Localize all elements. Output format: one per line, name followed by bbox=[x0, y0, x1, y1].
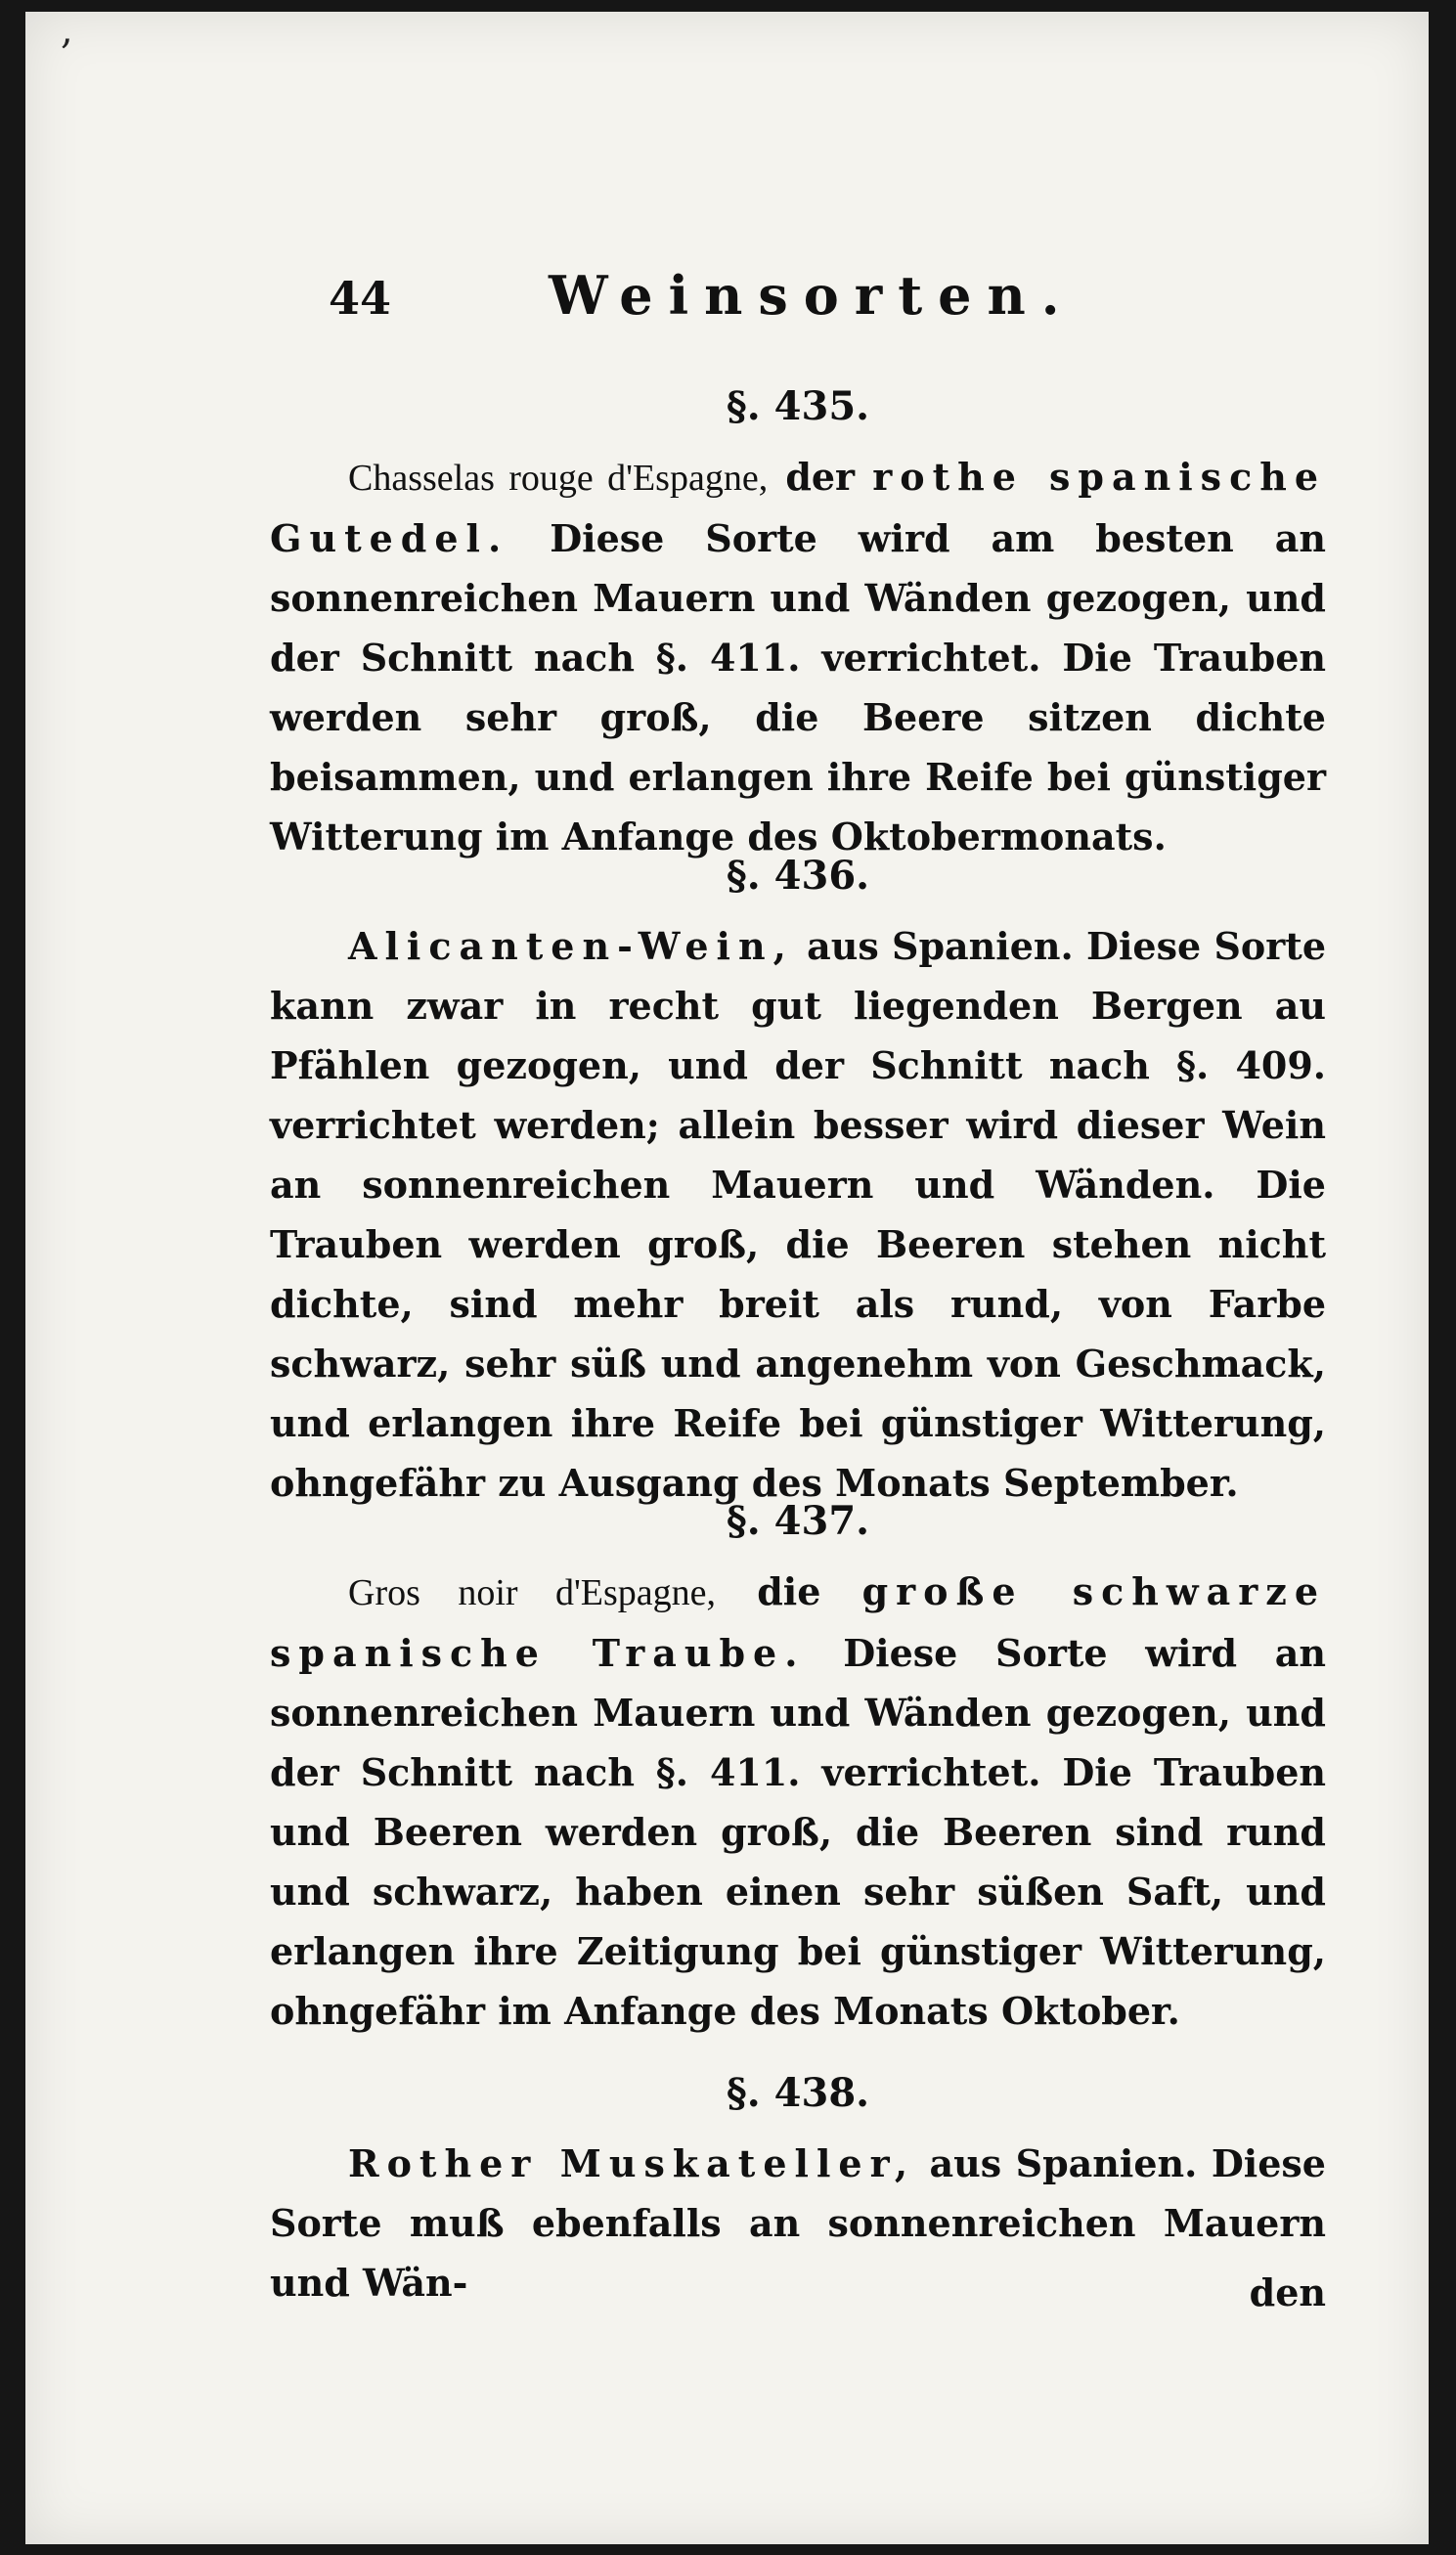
section-paragraph bbox=[270, 916, 1326, 1513]
section-body: aus Spanien. Diese Sorte kann zwar in recht gut liegenden Bergen au Pfählen gezogen, und der Schnitt nach §. 409. verrichtet werden; allein besser wird dieser Wein an sonnenreichen Mauern und Wänden. Die Trauben werden groß, die Beeren stehen nicht dichte, sind mehr breit als rund, von Farbe schwarz, sehr süß und angenehm von Geschmack, und erlangen ihre Reife bei günstiger Witterung, ohngefähr zu Ausgang des Monats September. bbox=[270, 924, 1326, 1505]
section-paragraph bbox=[270, 2134, 1326, 2313]
section-body: Diese Sorte wird am besten an sonnenreichen Mauern und Wänden gezogen, und der Schnitt nach §. 411. verrichtet. Die Trauben werden sehr groß, die Beere sitzen dichte beisammen, und erlangen ihre Reife bei günstiger Witterung im Anfange des Oktobermonats. bbox=[270, 516, 1326, 859]
page-header bbox=[329, 264, 1326, 332]
section-body: Diese Sorte wird an sonnenreichen Mauern und Wänden gezogen, und der Schnitt nach §. 411. verrichtet. Die Trauben und Beeren werden groß, die Beeren sind rund und schwarz, haben einen sehr süßen Saft, und erlangen ihre Zeitigung bei günstiger Witterung, ohngefähr im Anfange des Monats Oktober. bbox=[270, 1631, 1326, 2033]
variety-french-name: Gros noir d'Espagne, bbox=[348, 1572, 717, 1613]
variety-name: Rother Muskateller, bbox=[348, 2141, 916, 2185]
section-436 bbox=[270, 853, 1326, 1513]
section-437 bbox=[270, 1498, 1326, 2041]
section-paragraph bbox=[270, 447, 1326, 866]
section-heading: §. 435. bbox=[726, 383, 870, 429]
section-heading: §. 438. bbox=[726, 2070, 870, 2116]
variety-french-name: Chasselas rouge d'Espagne, bbox=[348, 458, 769, 499]
variety-name: große schwarze spanische Traube. bbox=[270, 1569, 1326, 1675]
section-heading: §. 436. bbox=[726, 853, 870, 899]
running-title: Weinsorten. bbox=[549, 264, 1076, 327]
book-page bbox=[25, 8, 1429, 2544]
page-number: 44 bbox=[329, 272, 392, 325]
connector-word: der bbox=[785, 455, 856, 499]
section-438 bbox=[270, 2070, 1326, 2313]
connector-word: die bbox=[757, 1569, 821, 1613]
section-body: aus Spanien. Diese Sorte muß ebenfalls an sonnenreichen Mauern und Wän- bbox=[270, 2141, 1326, 2305]
section-435 bbox=[270, 383, 1326, 866]
catchword: den bbox=[1249, 2270, 1326, 2314]
section-paragraph bbox=[270, 1562, 1326, 2041]
variety-name: rothe spanische Gutedel. bbox=[270, 455, 1327, 560]
variety-name: Alicanten-Wein, bbox=[348, 924, 794, 968]
edge-speck: , bbox=[61, 8, 73, 53]
section-heading: §. 437. bbox=[726, 1498, 870, 1544]
